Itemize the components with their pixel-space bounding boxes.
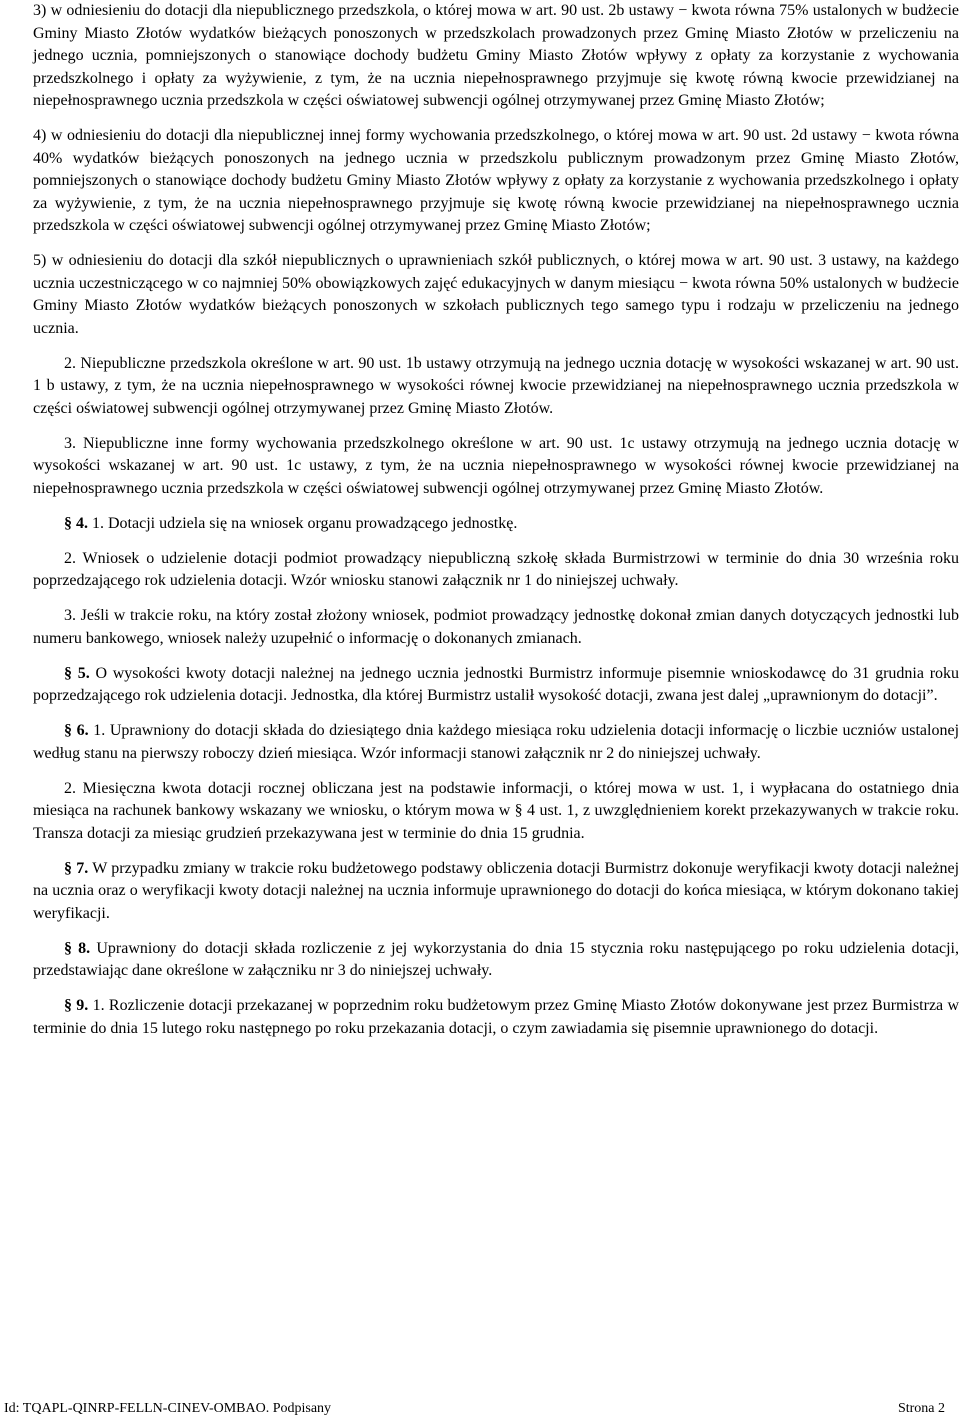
paragraph-text: 3) w odniesieniu do dotacji dla niepublicznego przedszkola, o której mowa w art. 90 ust. 2b ustawy − kwota równa 75% ustalonych w budżecie Gminy Miasto Złotów wydatków bieżących ponoszonych w przedszkolach prowadzonych przez Gminę Miasto Złotów w przeliczeniu na jednego ucznia, pomniejszonych o stanowiące dochody budżetu Gminy Miasto Złotów wpływy z opłaty za korzystanie z wychowania przedszkolnego i opłaty za wyżywienie, z tym, że na ucznia niepełnosprawnego przyjmuje się kwotę równą kwocie przewidzianej na niepełnosprawnego ucznia przedszkola w części oświatowej subwencji ogólnej otrzymywanej przez Gminę Miasto Złotów; [33,2,959,109]
page-number: Strona 2 [897,1401,945,1416]
paragraph-item-3 [33,0,959,113]
paragraph-ust-3 [33,433,959,501]
paragraph-item-4 [33,125,959,238]
paragraph-section-4 [33,513,959,536]
paragraph-text: 1. Rozliczenie dotacji przekazanej w poprzednim roku budżetowym przez Gminę Miasto Złotów dokonywane jest przez Burmistrza w terminie do dnia 15 lutego roku następnego po roku przekazania dotacji, o czym zawiadamia się pisemnie uprawnionego do dotacji. [33,997,960,1037]
paragraph-text: 4) w odniesieniu do dotacji dla niepublicznej innej formy wychowania przedszkolnego, o której mowa w art. 90 ust. 2d ustawy − kwota równa 40% wydatków bieżących ponoszonych na jednego ucznia w przedszkolu publicznym prowadzonym przez Gminę Miasto Złotów, pomniejszonych o stanowiące dochody budżetu Gminy Miasto Złotów wpływy z opłaty za korzystanie z wychowania przedszkolnego i opłaty za wyżywienie, z tym, że na ucznia niepełnosprawnego przyjmuje się kwotę równą kwocie przewidzianej na niepełnosprawnego ucznia przedszkola w części oświatowej subwencji ogólnej otrzymywanej przez Gminę Miasto Złotów; [33,127,959,234]
section-number: § 4. [64,514,88,532]
document-id: Id: TQAPL-QINRP-FELLN-CINEV-OMBAO. Podpisany [4,1401,332,1416]
paragraph-section-4-ust-3 [33,605,959,650]
paragraph-section-5 [33,663,959,708]
paragraph-text: 2. Wniosek o udzielenie dotacji podmiot prowadzący niepubliczną szkołę składa Burmistrzowi w terminie do dnia 30 września roku poprzedzającego rok udzielenia dotacji. Wzór wniosku stanowi załącznik nr 1 do niniejszej uchwały. [33,549,959,589]
paragraph-item-5 [33,250,959,340]
paragraph-text: 3. Niepubliczne inne formy wychowania przedszkolnego określone w art. 90 ust. 1c ustawy otrzymują na jednego ucznia dotację w wysokości wskazanej w art. 90 ust. 1c ustawy, z tym, że na ucznia niepełnosprawnego w wysokości równej kwocie przewidzianej na niepełnosprawnego ucznia przedszkola w części oświatowej subwencji ogólnej otrzymywanej przez Gminę Miasto Złotów. [33,434,959,497]
paragraph-text: 1. Dotacji udziela się na wniosek organu prowadzącego jednostkę. [92,514,518,532]
document-body [33,0,959,1040]
paragraph-text: O wysokości kwoty dotacji należnej na jednego ucznia jednostki Burmistrz informuje pisemnie wnioskodawcę do 31 grudnia roku poprzedzającego rok udzielenia dotacji. Jednostka, dla której Burmistrz ustalił wysokość dotacji, zwana jest dalej „uprawnionym do dotacji”. [33,664,960,704]
paragraph-section-6-ust-2 [33,778,959,846]
section-number: § 7. [64,859,89,877]
section-number: § 9. [64,997,89,1014]
section-number: § 6. [64,722,89,739]
paragraph-section-8 [33,938,959,983]
paragraph-text: 2. Niepubliczne przedszkola określone w art. 90 ust. 1b ustawy otrzymują na jednego ucznia dotację w wysokości wskazanej w art. 90 ust. 1 b ustawy, z tym, że na ucznia niepełnosprawnego w wysokości równej kwocie przewidzianej na niepełnosprawnego ucznia przedszkola w części oświatowej subwencji ogólnej otrzymywanej przez Gminę Miasto Złotów. [33,354,959,417]
paragraph-text: 5) w odniesieniu do dotacji dla szkół niepublicznych o uprawnieniach szkół publicznych, o której mowa w art. 90 ust. 3 ustawy, na każdego ucznia uczestniczącego w co najmniej 50% obowiązkowych zajęć edukacyjnych w danym miesiącu − kwota równa 50% ustalonych w budżecie Gminy Miasto Złotów wydatków bieżących ponoszonych w szkołach publicznych tego samego typu i rodzaju w przeliczeniu na jednego ucznia. [33,252,959,337]
section-number: § 5. [64,664,90,682]
paragraph-text: W przypadku zmiany w trakcie roku budżetowego podstawy obliczenia dotacji Burmistrz dokonuje weryfikacji kwoty dotacji należnej na ucznia oraz o weryfikacji kwoty dotacji należnej na ucznia informuje uprawnionego do dotacji do końca miesiąca, w którym dokonano takiej weryfikacji. [33,859,960,922]
page-footer [0,1400,945,1418]
paragraph-section-7 [33,858,959,926]
paragraph-text: 3. Jeśli w trakcie roku, na który został złożony wniosek, podmiot prowadzący jednostkę dokonał zmian danych dotyczących jednostki lub numeru bankowego, wniosek należy uzupełnić o informację o dokonanych zmianach. [33,607,959,647]
paragraph-section-4-ust-2 [33,548,959,593]
paragraph-section-9 [33,995,959,1040]
paragraph-text: 2. Miesięczna kwota dotacji rocznej obliczana jest na podstawie informacji, o której mowa w ust. 1, i wypłacana do ostatniego dnia miesiąca na rachunek bankowy wskazany we wniosku, o którym mowa w § 4 ust. 1, z uwzględnieniem korekt przekazywanych w trakcie roku. Transza dotacji za miesiąc grudzień przekazywana jest w terminie do dnia 15 grudnia. [33,779,959,842]
paragraph-section-6 [33,720,959,765]
section-number: § 8. [64,939,91,957]
paragraph-text: 1. Uprawniony do dotacji składa do dziesiątego dnia każdego miesiąca roku udzielenia dotacji informację o liczbie uczniów ustalonej według stanu na pierwszy roboczy dzień miesiąca. Wzór informacji stanowi załącznik nr 2 do niniejszej uchwały. [33,722,960,762]
paragraph-text: Uprawniony do dotacji składa rozliczenie z jej wykorzystania do dnia 15 stycznia roku następującego po roku udzielenia dotacji, przedstawiając dane określone w załączniku nr 3 do niniejszej uchwały. [33,939,960,979]
paragraph-ust-2 [33,353,959,421]
